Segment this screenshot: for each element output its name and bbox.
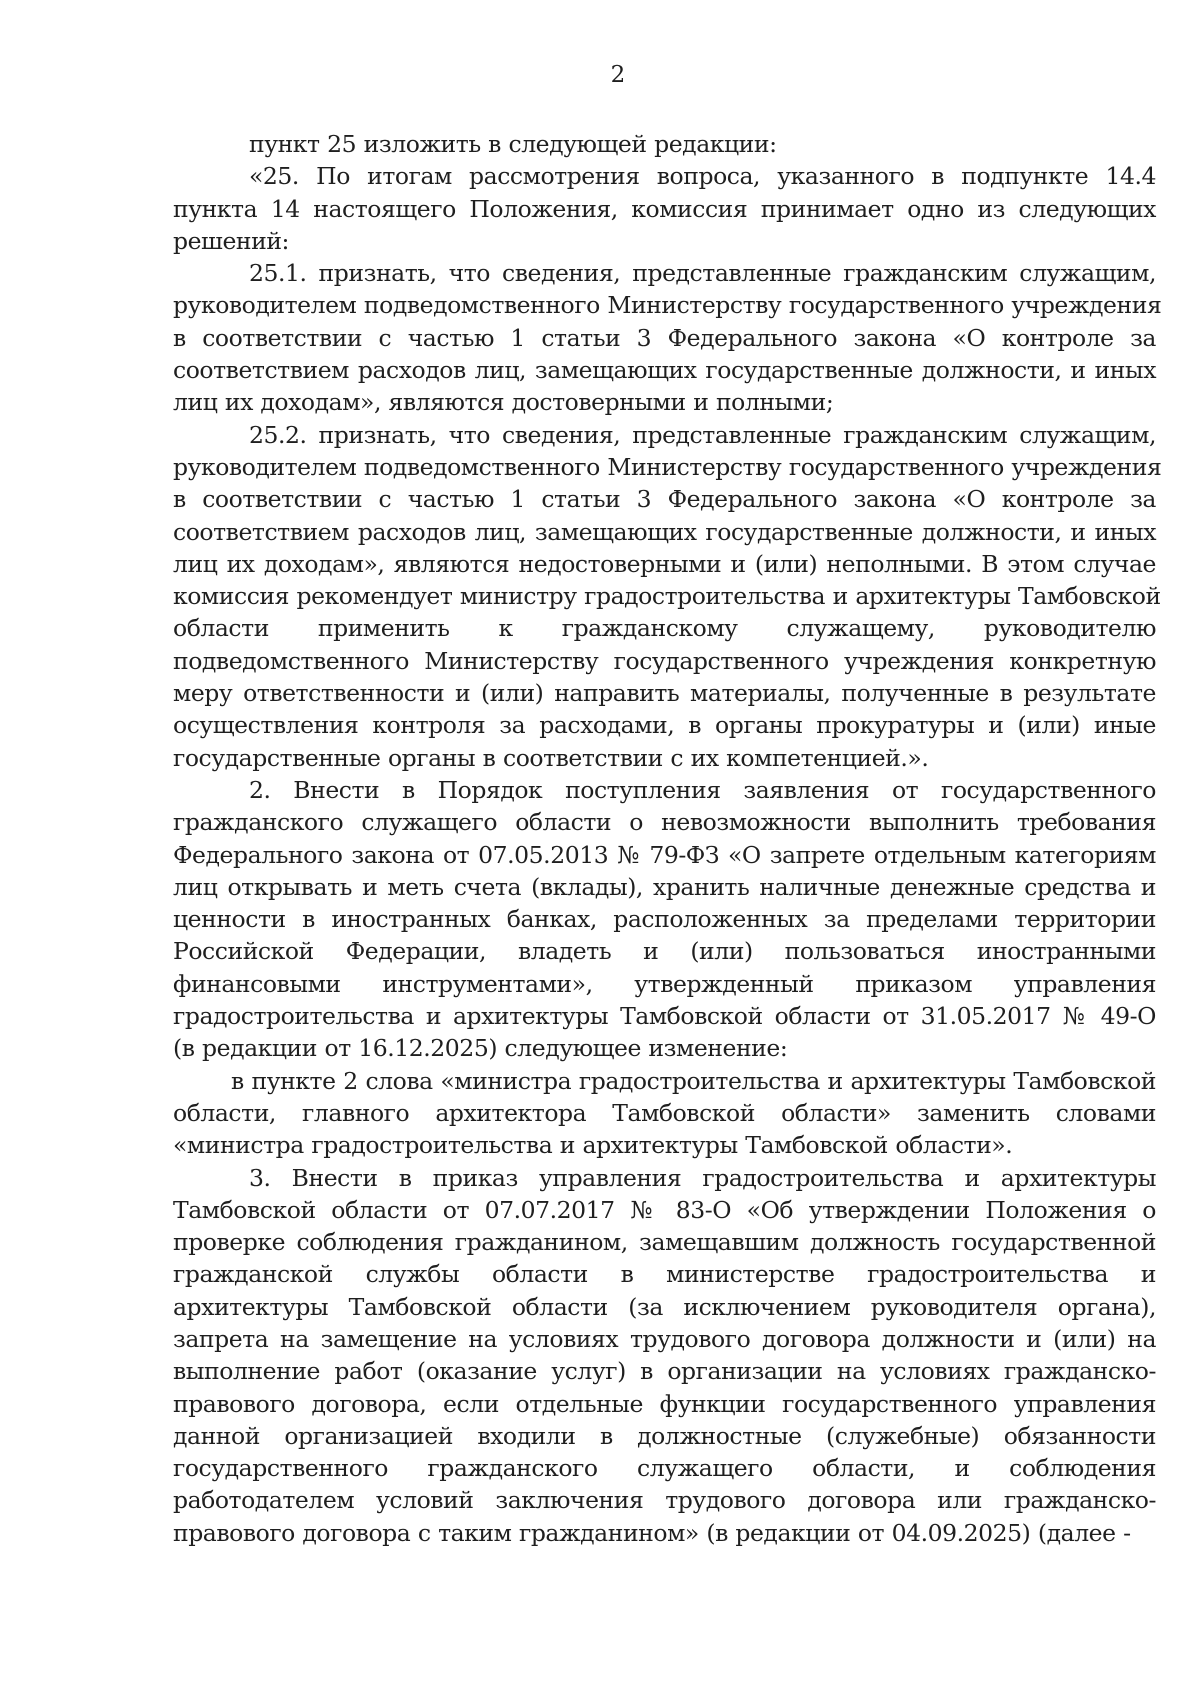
text-line: 25.2. признать, что сведения, представленные гражданским служащим, <box>249 420 1156 449</box>
text-line: гражданского служащего области о невозможности выполнить требования <box>173 808 1156 837</box>
document-body <box>173 128 1162 1549</box>
text-line: выполнение работ (оказание услуг) в организации на условиях гражданско- <box>173 1357 1156 1386</box>
paragraph <box>173 128 1156 160</box>
text-line: ценности в иностранных банках, расположенных за пределами территории <box>173 905 1156 934</box>
text-line: «25. По итогам рассмотрения вопроса, указанного в подпункте 14.4 <box>249 162 1156 191</box>
text-line: лиц их доходам», являются достоверными и полными; <box>173 388 834 417</box>
text-line: области, главного архитектора Тамбовской области» заменить словами <box>173 1098 1156 1127</box>
page-number: 2 <box>610 62 626 88</box>
text-line: правового договора, если отдельные функции государственного управления <box>173 1389 1156 1418</box>
text-line: градостроительства и архитектуры Тамбовской области от 31.05.2017 № 49-О <box>173 1002 1156 1031</box>
text-line: работодателем условий заключения трудового договора или гражданско- <box>173 1486 1156 1515</box>
text-line: соответствием расходов лиц, замещающих государственные должности, и иных <box>173 356 1156 385</box>
text-line: государственные органы в соответствии с их компетенцией.». <box>173 743 929 772</box>
text-line: в пункте 2 слова «министра градостроительства и архитектуры Тамбовской <box>231 1066 1156 1095</box>
text-line: осуществления контроля за расходами, в органы прокуратуры и (или) иные <box>173 711 1156 740</box>
text-line: государственного гражданского служащего области, и соблюдения <box>173 1454 1156 1483</box>
text-line: подведомственного Министерству государственного учреждения конкретную <box>173 646 1156 675</box>
text-line: данной организацией входили в должностные (служебные) обязанности <box>173 1421 1156 1450</box>
text-line: гражданской службы области в министерстве градостроительства и <box>173 1260 1156 1289</box>
text-line: соответствием расходов лиц, замещающих государственные должности, и иных <box>173 517 1156 546</box>
paragraph <box>173 774 1156 1065</box>
text-line: 3. Внести в приказ управления градостроительства и архитектуры <box>249 1163 1156 1192</box>
text-line: области применить к гражданскому служащему, руководителю <box>173 614 1156 643</box>
text-line: финансовыми инструментами», утвержденный приказом управления <box>173 969 1156 998</box>
text-line: лиц их доходам», являются недостоверными и (или) неполными. В этом случае <box>173 549 1156 578</box>
text-line: архитектуры Тамбовской области (за исключением руководителя органа), <box>173 1292 1156 1321</box>
text-line: в соответствии с частью 1 статьи 3 Федерального закона «О контроле за <box>173 485 1156 514</box>
paragraph <box>173 257 1162 418</box>
text-line: комиссия рекомендует министру градостроительства и архитектуры Тамбовской <box>173 582 1161 611</box>
text-line: (в редакции от 16.12.2025) следующее изменение: <box>173 1034 788 1063</box>
text-line: 2. Внести в Порядок поступления заявления от государственного <box>249 775 1156 804</box>
paragraph <box>173 1162 1156 1550</box>
text-line: в соответствии с частью 1 статьи 3 Федерального закона «О контроле за <box>173 323 1156 352</box>
text-line: руководителем подведомственного Министерству государственного учреждения <box>173 452 1162 481</box>
text-line: «министра градостроительства и архитектуры Тамбовской области». <box>173 1131 1013 1160</box>
paragraph <box>173 1065 1156 1162</box>
text-line: лиц открывать и меть счета (вклады), хранить наличные денежные средства и <box>173 872 1156 901</box>
text-line: проверке соблюдения гражданином, замещавшим должность государственной <box>173 1228 1156 1257</box>
text-line: правового договора с таким гражданином» (в редакции от 04.09.2025) (далее - <box>173 1518 1131 1547</box>
paragraph <box>173 160 1156 257</box>
text-line: пункт 25 изложить в следующей редакции: <box>249 130 777 158</box>
text-line: Российской Федерации, владеть и (или) пользоваться иностранными <box>173 937 1156 966</box>
text-line: запрета на замещение на условиях трудового договора должности и (или) на <box>173 1324 1156 1353</box>
text-line: решений: <box>173 226 290 255</box>
text-line: 25.1. признать, что сведения, представленные гражданским служащим, <box>249 259 1156 288</box>
text-line: руководителем подведомственного Министерству государственного учреждения <box>173 291 1162 320</box>
paragraph <box>173 419 1162 774</box>
text-line: Федерального закона от 07.05.2013 № 79-ФЗ «О запрете отдельным категориям <box>173 840 1156 869</box>
text-line: меру ответственности и (или) направить материалы, полученные в результате <box>173 679 1156 708</box>
text-line: пункта 14 настоящего Положения, комиссия принимает одно из следующих <box>173 194 1156 223</box>
text-line: Тамбовской области от 07.07.2017 № 83-О «Об утверждении Положения о <box>173 1195 1156 1224</box>
